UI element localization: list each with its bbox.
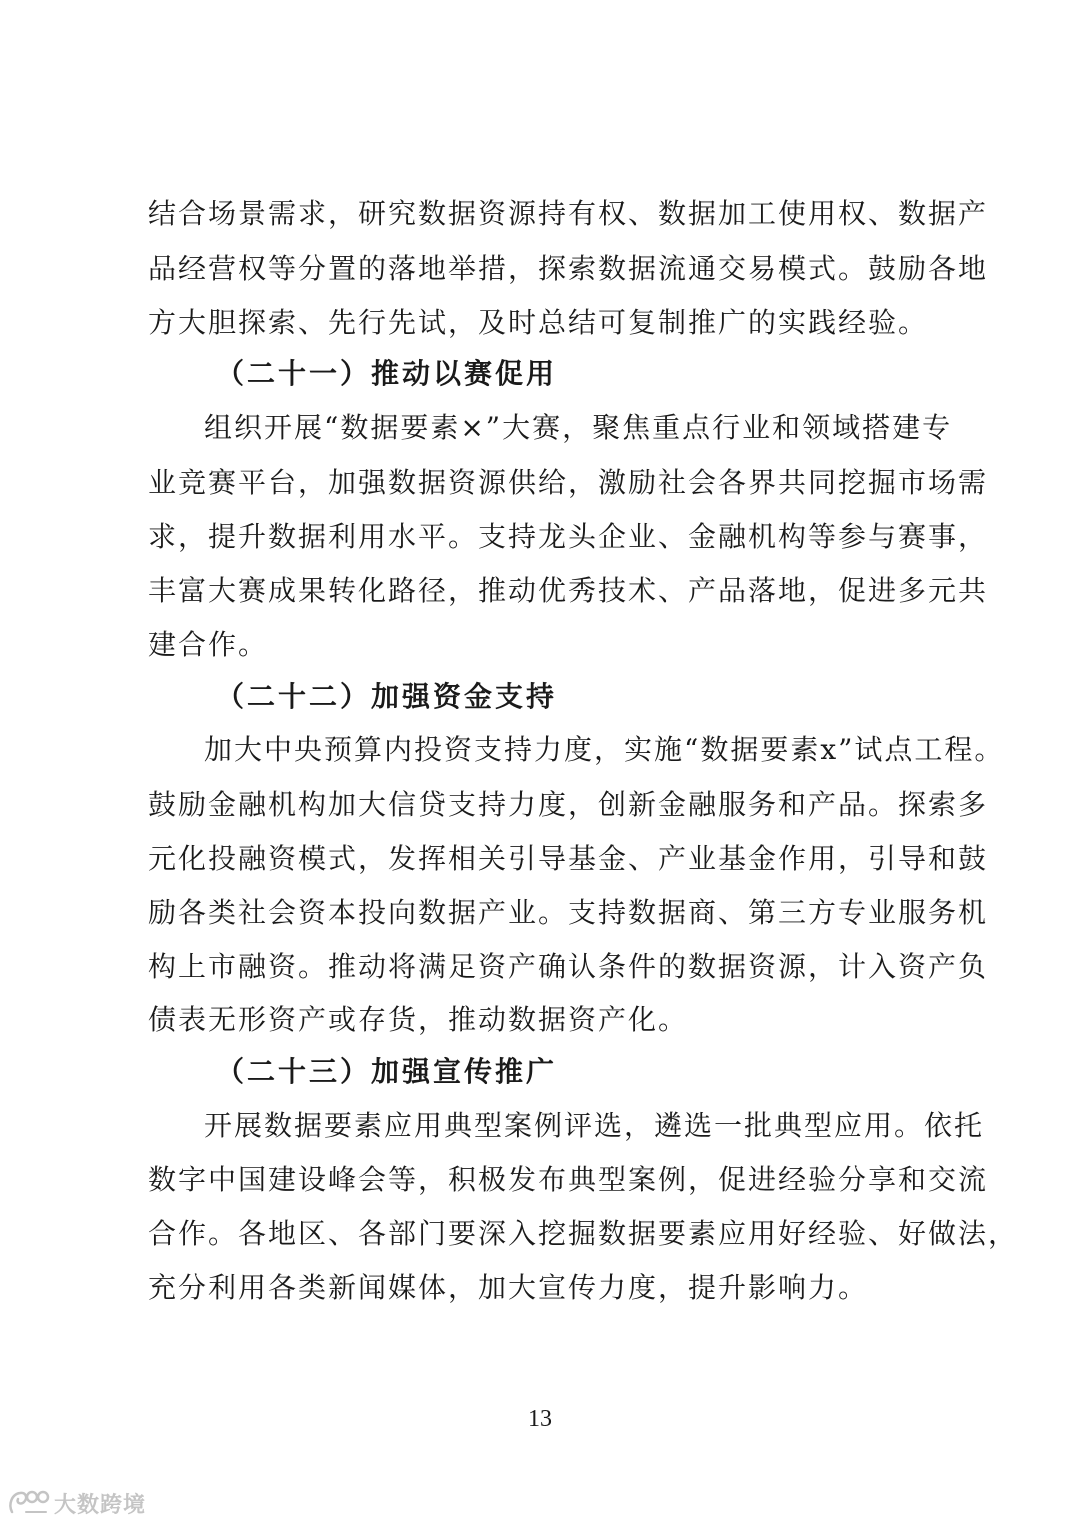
watermark [6,1486,146,1520]
brand-logo-icon [6,1488,50,1518]
body-line: 励各类社会资本投向数据产业。支持数据商、第三方专业服务机 [148,896,989,929]
body-line: 鼓励金融机构加大信贷支持力度，创新金融服务和产品。探索多 [148,788,989,821]
body-line: 充分利用各类新闻媒体，加大宣传力度，提升影响力。 [148,1271,869,1304]
body-line: 业竞赛平台，加强数据资源供给，激励社会各界共同挖掘市场需 [148,466,989,499]
body-line: 建合作。 [148,628,269,661]
body-line: 构上市融资。推动将满足资产确认条件的数据资源，计入资产负 [148,950,989,983]
body-line: 数字中国建设峰会等，积极发布典型案例，促进经验分享和交流 [148,1163,989,1196]
body-line: 元化投融资模式，发挥相关引导基金、产业基金作用，引导和鼓 [148,842,989,875]
body-line: 合作。各地区、各部门要深入挖掘数据要素应用好经验、好做法， [148,1217,1019,1250]
body-line: 方大胆探索、先行先试，及时总结可复制推广的实践经验。 [148,306,929,339]
body-line: 组织开展“数据要素×”大赛，聚焦重点行业和领域搭建专 [204,411,953,444]
body-line: 品经营权等分置的落地举措，探索数据流通交易模式。鼓励各地 [148,252,989,285]
section-heading-21: （二十一）推动以赛促用 [216,357,558,390]
body-line: 债表无形资产或存货，推动数据资产化。 [148,1003,689,1036]
body-line: 开展数据要素应用典型案例评选，遴选一批典型应用。依托 [204,1109,985,1142]
body-line: 结合场景需求，研究数据资源持有权、数据加工使用权、数据产 [148,197,989,230]
body-line: 加大中央预算内投资支持力度，实施“数据要素ⅹ”试点工程。 [204,733,1005,766]
body-line: 丰富大赛成果转化路径，推动优秀技术、产品落地，促进多元共 [148,574,989,607]
body-line: 求，提升数据利用水平。支持龙头企业、金融机构等参与赛事， [148,520,989,553]
section-heading-22: （二十二）加强资金支持 [216,680,558,713]
watermark-text: 大数跨境 [54,1492,147,1518]
section-heading-23: （二十三）加强宣传推广 [216,1055,558,1088]
page-number: 13 [528,1406,552,1432]
